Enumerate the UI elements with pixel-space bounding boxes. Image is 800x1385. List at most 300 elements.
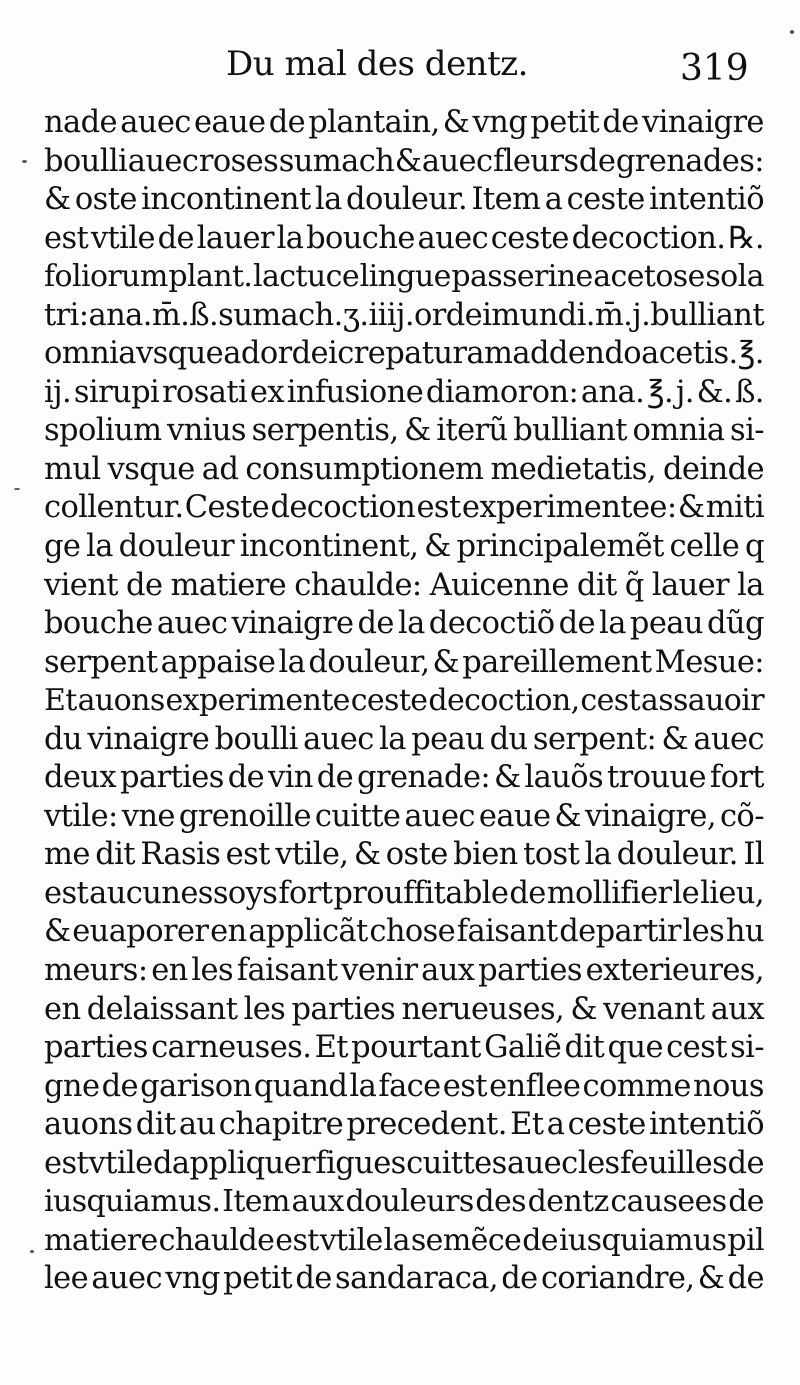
word: si- xyxy=(730,1030,764,1066)
word: fort xyxy=(278,875,333,911)
word: deux xyxy=(44,760,117,796)
word: dit xyxy=(576,567,617,603)
word: gne xyxy=(44,1068,100,1104)
word: j. xyxy=(632,297,651,333)
word: coriandre, xyxy=(540,1261,695,1297)
word: Mesue: xyxy=(654,644,764,680)
word: experimente xyxy=(165,683,350,719)
word: ana. xyxy=(580,374,645,410)
word: sumach. xyxy=(218,297,343,333)
word: serpentis, xyxy=(251,413,399,449)
word: Item xyxy=(222,1184,290,1220)
word: decoction. xyxy=(571,220,726,256)
text-line xyxy=(44,1260,764,1299)
word: & xyxy=(353,837,381,873)
word: au xyxy=(178,1107,216,1143)
word: ad xyxy=(201,451,239,487)
word: parties xyxy=(478,953,582,989)
word: crepaturam xyxy=(337,336,513,372)
word: cuitte xyxy=(314,798,401,834)
word: dit xyxy=(95,837,135,873)
word: precedent. xyxy=(346,1107,507,1143)
word: faisant xyxy=(456,914,558,950)
word: la xyxy=(278,644,306,680)
word: dit xyxy=(135,1107,176,1143)
running-title: Du mal des dentz. xyxy=(226,44,528,84)
word: face xyxy=(378,1068,441,1104)
word: ʒ. xyxy=(342,297,369,333)
word: & xyxy=(570,991,597,1027)
word: q xyxy=(744,529,764,565)
word: nade xyxy=(44,105,118,140)
word: cuittes xyxy=(406,1145,507,1181)
word: enflee xyxy=(489,1068,581,1104)
word: ge xyxy=(44,529,81,565)
word: fleurs xyxy=(493,143,579,179)
word: de xyxy=(522,1222,558,1258)
word: & xyxy=(44,914,71,950)
word: ceste xyxy=(566,182,645,218)
word: de xyxy=(728,1184,764,1220)
word: mundi. xyxy=(491,297,595,333)
word: cest xyxy=(666,1030,727,1066)
word: de xyxy=(578,143,616,179)
word: auec xyxy=(421,143,493,179)
word: sirupi xyxy=(73,374,160,410)
word: sola xyxy=(705,259,764,295)
word: de xyxy=(268,105,306,140)
word: douleur. xyxy=(346,182,468,218)
word: lieu, xyxy=(700,875,764,911)
word: la xyxy=(383,1222,410,1258)
word: exterieures, xyxy=(585,953,764,989)
word: plant. xyxy=(168,259,253,295)
word: chapitre xyxy=(218,1107,344,1143)
word: me xyxy=(44,837,90,873)
word: j. xyxy=(675,374,694,410)
word: spolium xyxy=(44,413,162,449)
word: Et xyxy=(44,683,77,719)
text-line xyxy=(44,759,764,798)
word: vnius xyxy=(167,413,246,449)
text-line xyxy=(44,1183,764,1222)
word: vinaigre xyxy=(231,606,354,642)
word: omnia xyxy=(44,336,136,372)
word: & xyxy=(394,143,422,179)
word: Ceste xyxy=(184,490,270,526)
word: auec xyxy=(120,105,191,140)
word: lauer xyxy=(196,220,274,256)
word: addendo xyxy=(512,336,642,372)
word: auec xyxy=(156,606,228,642)
word: chaulde xyxy=(158,1222,275,1258)
word: quand xyxy=(253,1068,348,1104)
word: euaporer xyxy=(72,914,209,950)
word: medietatis, xyxy=(490,451,656,487)
word: ß. xyxy=(189,297,219,333)
word: deinde xyxy=(663,451,764,487)
text-line xyxy=(44,451,764,490)
word: figues xyxy=(315,1145,406,1181)
text-line xyxy=(44,335,764,374)
word: & xyxy=(554,798,581,834)
word: la xyxy=(276,220,304,256)
word: nous xyxy=(692,1068,764,1104)
word: vtile: xyxy=(44,798,118,834)
word: auec xyxy=(404,798,475,834)
word: lauõs xyxy=(524,760,604,796)
word: vtile xyxy=(88,1145,153,1181)
word: grenade: xyxy=(357,760,491,796)
word: ß. xyxy=(735,374,764,410)
word: ad xyxy=(223,336,260,372)
word: decoction, xyxy=(428,683,580,719)
text-line xyxy=(44,1068,764,1107)
text-line xyxy=(44,1029,764,1068)
word: est xyxy=(44,875,89,911)
word: dappliquer xyxy=(152,1145,316,1181)
text-line xyxy=(44,258,764,297)
word: Et xyxy=(314,1030,348,1066)
word: iiij. xyxy=(368,297,414,333)
word: semẽce xyxy=(410,1222,522,1258)
word: ceste xyxy=(567,1107,646,1143)
word: de xyxy=(602,105,639,140)
word: ex xyxy=(249,374,284,410)
word: consumptionem xyxy=(245,451,484,487)
word: pareillement xyxy=(462,644,652,680)
word: pil xyxy=(727,1222,764,1258)
word: carneuses. xyxy=(151,1030,312,1066)
word: auec xyxy=(303,721,374,757)
word: boulli xyxy=(214,721,298,757)
word: acetose xyxy=(593,259,705,295)
word: Auicenne xyxy=(429,567,569,603)
word: & xyxy=(404,413,431,449)
word: auec xyxy=(91,1261,162,1297)
word: auons xyxy=(44,1107,133,1143)
word: de xyxy=(101,1068,138,1104)
word: vient xyxy=(44,567,118,603)
word: la xyxy=(599,606,626,642)
word: vinaigre, xyxy=(584,798,716,834)
text-line xyxy=(44,721,764,760)
page-number: 319 xyxy=(680,48,749,89)
word: cest xyxy=(580,683,641,719)
word: la xyxy=(397,606,425,642)
word: est xyxy=(275,1222,319,1258)
word: grenades: xyxy=(615,143,764,179)
word: Rasis xyxy=(140,837,221,873)
ink-speck xyxy=(14,488,20,490)
word: les xyxy=(191,953,234,989)
word: decoction xyxy=(270,490,416,526)
word: bulliant xyxy=(513,413,627,449)
word: de xyxy=(227,760,265,796)
word: ceste xyxy=(490,220,569,256)
word: & xyxy=(432,644,460,680)
word: comme xyxy=(582,1068,691,1104)
word: serpent xyxy=(44,644,158,680)
word: les xyxy=(577,1145,620,1181)
text-line xyxy=(44,528,764,567)
word: auec xyxy=(507,1145,578,1181)
word: en xyxy=(210,914,247,950)
word: delaissant xyxy=(86,991,238,1027)
word: intentiõ xyxy=(649,182,764,218)
word: incontinent, xyxy=(239,529,419,565)
word: de xyxy=(727,1261,764,1297)
word: iusquiamus xyxy=(558,1222,727,1258)
word: de xyxy=(157,220,194,256)
word: tri: xyxy=(44,297,89,333)
word: de xyxy=(558,606,595,642)
word: ℞. xyxy=(728,220,764,256)
word: douleur. xyxy=(616,837,738,873)
word: si- xyxy=(730,413,764,449)
word: acetis. xyxy=(641,336,738,372)
word: ordei xyxy=(259,336,338,372)
word: departir xyxy=(559,914,681,950)
word: oste xyxy=(385,837,448,873)
word: auec xyxy=(693,721,764,757)
word: vsque xyxy=(107,451,195,487)
word: feuilles xyxy=(619,1145,728,1181)
word: douleur, xyxy=(308,644,430,680)
word: causees xyxy=(610,1184,727,1220)
word: mul xyxy=(44,451,101,487)
text-line xyxy=(44,1145,764,1184)
word: m̄. xyxy=(594,297,633,333)
word: vtile, xyxy=(275,837,349,873)
word: mollifier xyxy=(546,875,672,911)
text-line xyxy=(44,489,764,528)
text-line xyxy=(44,644,764,683)
word: a xyxy=(546,1107,565,1143)
word: de xyxy=(501,1261,538,1297)
word: bulliant xyxy=(650,297,764,333)
page-header xyxy=(0,38,800,98)
word: infusione xyxy=(286,374,424,410)
word: de xyxy=(295,1261,332,1297)
word: applicãt xyxy=(248,914,368,950)
word: & xyxy=(442,105,470,140)
word: vinaigre xyxy=(641,105,764,140)
word: matiere xyxy=(44,1222,158,1258)
word: collentur. xyxy=(44,490,184,526)
word: meurs: xyxy=(44,953,148,989)
word: garison xyxy=(140,1068,252,1104)
word: omnia xyxy=(632,413,725,449)
word: ℥. xyxy=(646,374,674,410)
word: chose xyxy=(369,914,456,950)
word: nerueuses, xyxy=(401,991,565,1027)
word: parties xyxy=(119,760,224,796)
word: Il xyxy=(743,837,764,873)
word: les xyxy=(243,991,286,1027)
word: hu xyxy=(725,914,764,950)
word: diamoron: xyxy=(425,374,579,410)
word: vsque xyxy=(136,336,224,372)
word: foliorum xyxy=(44,259,168,295)
word: ana. xyxy=(88,297,152,333)
word: experimentee: xyxy=(461,490,677,526)
word: venir xyxy=(341,953,418,989)
word: est xyxy=(44,220,89,256)
word: que xyxy=(607,1030,663,1066)
ink-speck xyxy=(30,1250,34,1253)
word: & xyxy=(494,760,521,796)
word: parties xyxy=(291,991,396,1027)
text-line xyxy=(44,412,764,451)
word: q̃ xyxy=(624,567,644,603)
word: & xyxy=(661,721,689,757)
text-line xyxy=(44,991,764,1030)
text-line xyxy=(44,143,764,182)
word: la xyxy=(86,529,113,565)
word: la xyxy=(349,1068,377,1104)
word: cõ- xyxy=(719,798,764,834)
word: vng xyxy=(472,105,528,140)
word: vinaigre xyxy=(87,721,210,757)
word: tost xyxy=(523,837,580,873)
word: a xyxy=(544,182,563,218)
text-line xyxy=(44,952,764,991)
word: decoctiõ xyxy=(428,606,555,642)
word: assauoir xyxy=(640,683,764,719)
word: auec xyxy=(417,220,489,256)
word: chaulde: xyxy=(294,567,422,603)
text-line xyxy=(44,297,764,336)
word: vin xyxy=(267,760,313,796)
word: parties xyxy=(44,1030,148,1066)
word: petit xyxy=(530,105,600,140)
ink-speck xyxy=(22,160,27,163)
word: peau xyxy=(411,721,485,757)
word: peau xyxy=(629,606,703,642)
word: bouche xyxy=(306,220,415,256)
word: Item xyxy=(471,182,541,218)
word: &. xyxy=(696,374,733,410)
word: eaue xyxy=(193,105,266,140)
word: la xyxy=(737,567,764,603)
word: lee xyxy=(44,1261,89,1297)
word: de xyxy=(126,567,163,603)
word: la xyxy=(379,721,406,757)
word: celle xyxy=(669,529,740,565)
word: dũg xyxy=(707,606,764,642)
word: est xyxy=(442,1068,487,1104)
word: Et xyxy=(510,1107,544,1143)
word: est xyxy=(44,1145,89,1181)
text-line xyxy=(44,104,764,143)
word: iterũ xyxy=(436,413,508,449)
word: est xyxy=(416,490,461,526)
word: aucunessoys xyxy=(89,875,278,911)
word: rosati xyxy=(161,374,248,410)
word: auec xyxy=(127,143,199,179)
word: & xyxy=(424,529,451,565)
word: bouche xyxy=(44,606,153,642)
text-line xyxy=(44,836,764,875)
word: le xyxy=(672,875,700,911)
word: boulli xyxy=(44,143,128,179)
text-line xyxy=(44,220,764,259)
word: incontinent xyxy=(141,182,311,218)
text-line xyxy=(44,682,764,721)
word: auons xyxy=(77,683,165,719)
word: douleurs xyxy=(345,1184,474,1220)
word: faisant xyxy=(236,953,338,989)
text-line xyxy=(44,374,764,413)
word: dentz xyxy=(527,1184,609,1220)
word: eaue xyxy=(478,798,551,834)
word: vtile xyxy=(319,1222,383,1258)
word: la xyxy=(584,837,612,873)
word: de xyxy=(727,1145,764,1181)
ink-speck xyxy=(790,30,794,34)
word: douleur xyxy=(118,529,235,565)
word: de xyxy=(316,760,354,796)
word: matiere xyxy=(170,567,287,603)
word: plantain, xyxy=(308,105,440,140)
text-line xyxy=(44,181,764,220)
word: sandaraca, xyxy=(335,1261,498,1297)
word: trouue xyxy=(607,760,706,796)
word: du xyxy=(44,721,82,757)
word: est xyxy=(225,837,270,873)
word: principalemẽt xyxy=(456,529,664,565)
word: venant xyxy=(603,991,705,1027)
word: aux xyxy=(710,991,764,1027)
word: appaise xyxy=(160,644,276,680)
word: m̄. xyxy=(151,297,190,333)
text-line xyxy=(44,875,764,914)
word: ordei xyxy=(413,297,492,333)
text-line xyxy=(44,567,764,606)
word: sumach xyxy=(278,143,395,179)
word: grenoille xyxy=(178,798,311,834)
word: passerine xyxy=(451,259,593,295)
word: fort xyxy=(709,760,764,796)
text-line xyxy=(44,605,764,644)
word: du xyxy=(489,721,528,757)
text-line xyxy=(44,798,764,837)
word: Galiẽ xyxy=(484,1030,562,1066)
word: pourtant xyxy=(351,1030,481,1066)
word: les xyxy=(682,914,725,950)
word: bien xyxy=(453,837,518,873)
word: & xyxy=(697,1261,725,1297)
word: de xyxy=(509,875,546,911)
word: vtile xyxy=(90,220,155,256)
word: petit xyxy=(223,1261,293,1297)
word: en xyxy=(44,991,81,1027)
word: prouffitable xyxy=(333,875,509,911)
word: la xyxy=(314,182,342,218)
word: en xyxy=(151,953,188,989)
text-line xyxy=(44,1106,764,1145)
word: ij. xyxy=(44,374,72,410)
word: & xyxy=(44,182,71,218)
word: vne xyxy=(121,798,175,834)
word: lauer xyxy=(651,567,730,603)
word: intentiõ xyxy=(649,1107,764,1143)
word: aux xyxy=(421,953,475,989)
word: & xyxy=(677,490,705,526)
word: vng xyxy=(165,1261,220,1297)
word: lactuce xyxy=(252,259,359,295)
